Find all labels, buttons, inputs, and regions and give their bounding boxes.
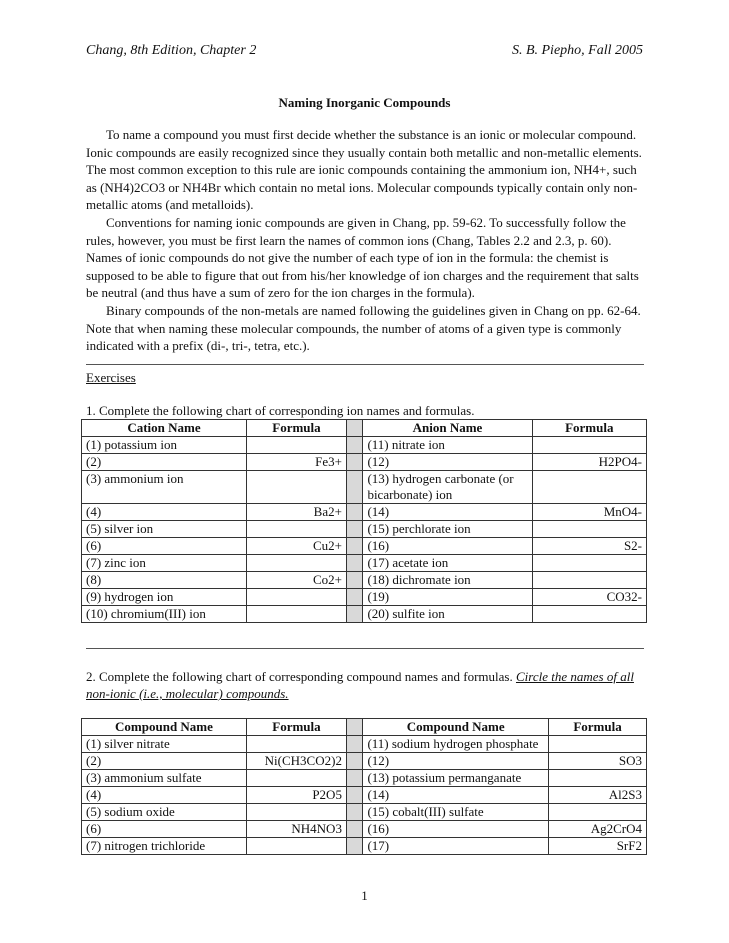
paragraph-1: To name a compound you must first decide whether the substance is an ionic or molecular compound. Ionic compounds are easily recognized since they usually contain both metallic and non-metallic elements. The most common exception to this rule are ionic compounds containing the ammonium ion, NH4+, such as (NH4)2CO3 or NH4Br which contain no metal ions. Molecular compounds typically contain only non-metallic atoms (and metalloids). bbox=[86, 127, 642, 213]
name-cell: (17) bbox=[363, 838, 549, 855]
table-row bbox=[82, 770, 647, 787]
name-cell: (19) bbox=[363, 589, 532, 606]
table-row bbox=[82, 538, 647, 555]
name-cell: (5) sodium oxide bbox=[82, 804, 247, 821]
formula-cell: CO32- bbox=[532, 589, 646, 606]
name-cell: (5) silver ion bbox=[82, 521, 247, 538]
formula-cell: Al2S3 bbox=[549, 787, 647, 804]
name-cell: (6) bbox=[82, 821, 247, 838]
formula-cell[interactable] bbox=[246, 838, 346, 855]
gap-cell bbox=[346, 804, 362, 821]
formula-cell: NH4NO3 bbox=[246, 821, 346, 838]
paragraph-2: Conventions for naming ionic compounds are given in Chang, pp. 59-62. To successfully follow the rules, however, you must be first learn the names of common ions (Chang, Tables 2.2 and 2.3, p. 60). Names of ionic compounds do not give the number of each type of ion in the formula: the chemist is supposed to be able to figure that out from his/her knowledge of ion charges and the requirement that salts be neutral (and thus have a sum of zero for the ion charges in the formula). bbox=[86, 214, 639, 301]
formula-cell[interactable] bbox=[246, 471, 346, 504]
formula-cell[interactable] bbox=[246, 736, 346, 753]
formula-cell[interactable] bbox=[246, 437, 346, 454]
name-cell: (9) hydrogen ion bbox=[82, 589, 247, 606]
formula-cell[interactable] bbox=[532, 437, 646, 454]
column-header: Formula bbox=[246, 420, 346, 437]
exercises-heading: Exercises bbox=[86, 370, 136, 385]
header-right: S. B. Piepho, Fall 2005 bbox=[511, 43, 643, 58]
column-header: Formula bbox=[246, 719, 346, 736]
gap-cell bbox=[346, 787, 362, 804]
gap-cell bbox=[346, 589, 362, 606]
formula-cell: MnO4- bbox=[532, 504, 646, 521]
name-cell: (13) hydrogen carbonate (or bicarbonate) ion bbox=[363, 471, 532, 504]
gap-cell bbox=[346, 437, 362, 454]
name-cell: (7) nitrogen trichloride bbox=[82, 838, 247, 855]
question-2-instruction: Circle the names of all non-ionic (i.e., molecular) compounds. bbox=[86, 669, 634, 701]
formula-cell: Cu2+ bbox=[246, 538, 346, 555]
name-cell: (18) dichromate ion bbox=[363, 572, 532, 589]
gap-cell bbox=[346, 538, 362, 555]
table-row bbox=[82, 572, 647, 589]
name-cell: (17) acetate ion bbox=[363, 555, 532, 572]
gap-cell bbox=[346, 719, 362, 736]
formula-cell[interactable] bbox=[246, 804, 346, 821]
column-header: Formula bbox=[549, 719, 647, 736]
formula-cell: S2- bbox=[532, 538, 646, 555]
column-header: Anion Name bbox=[363, 420, 532, 437]
formula-cell[interactable] bbox=[549, 770, 647, 787]
table-row bbox=[82, 838, 647, 855]
table-row bbox=[82, 504, 647, 521]
formula-cell[interactable] bbox=[532, 555, 646, 572]
name-cell: (8) bbox=[82, 572, 247, 589]
page-number: 1 bbox=[361, 888, 368, 903]
table-header-row bbox=[82, 420, 647, 437]
gap-cell bbox=[346, 606, 362, 623]
formula-cell: SO3 bbox=[549, 753, 647, 770]
gap-cell bbox=[346, 420, 362, 437]
table-row bbox=[82, 471, 647, 504]
name-cell: (2) bbox=[82, 753, 247, 770]
compound-table bbox=[81, 718, 647, 855]
name-cell: (11) nitrate ion bbox=[363, 437, 532, 454]
name-cell: (12) bbox=[363, 454, 532, 471]
name-cell: (15) cobalt(III) sulfate bbox=[363, 804, 549, 821]
table-row bbox=[82, 736, 647, 753]
name-cell: (16) bbox=[363, 538, 532, 555]
question-2 bbox=[86, 668, 646, 702]
gap-cell bbox=[346, 838, 362, 855]
table-header-row bbox=[82, 719, 647, 736]
formula-cell[interactable] bbox=[532, 521, 646, 538]
formula-cell: SrF2 bbox=[549, 838, 647, 855]
divider-1 bbox=[86, 364, 644, 365]
column-header: Compound Name bbox=[82, 719, 247, 736]
name-cell: (20) sulfite ion bbox=[363, 606, 532, 623]
name-cell: (11) sodium hydrogen phosphate bbox=[363, 736, 549, 753]
name-cell: (1) potassium ion bbox=[82, 437, 247, 454]
divider-2 bbox=[86, 648, 644, 649]
name-cell: (14) bbox=[363, 504, 532, 521]
name-cell: (3) ammonium ion bbox=[82, 471, 247, 504]
column-header: Compound Name bbox=[363, 719, 549, 736]
column-header: Formula bbox=[532, 420, 646, 437]
table-row bbox=[82, 787, 647, 804]
formula-cell[interactable] bbox=[246, 555, 346, 572]
formula-cell: H2PO4- bbox=[532, 454, 646, 471]
name-cell: (3) ammonium sulfate bbox=[82, 770, 247, 787]
table-row bbox=[82, 753, 647, 770]
question-2-text: 2. Complete the following chart of corresponding compound names and formulas. bbox=[86, 669, 513, 684]
table-row bbox=[82, 589, 647, 606]
gap-cell bbox=[346, 770, 362, 787]
formula-cell: P2O5 bbox=[246, 787, 346, 804]
gap-cell bbox=[346, 753, 362, 770]
gap-cell bbox=[346, 454, 362, 471]
document-title: Naming Inorganic Compounds bbox=[278, 95, 451, 110]
name-cell: (14) bbox=[363, 787, 549, 804]
name-cell: (13) potassium permanganate bbox=[363, 770, 549, 787]
paragraph-3: Binary compounds of the non-metals are named following the guidelines given in Chang on pp. 62-64. Note that when naming these molecular compounds, the number of atoms of a given type is commonly indicated with a prefix (di-, tri-, tetra, etc.). bbox=[86, 302, 641, 354]
column-header: Cation Name bbox=[82, 420, 247, 437]
table-row bbox=[82, 606, 647, 623]
name-cell: (16) bbox=[363, 821, 549, 838]
formula-cell[interactable] bbox=[246, 606, 346, 623]
name-cell: (1) silver nitrate bbox=[82, 736, 247, 753]
formula-cell: Ag2CrO4 bbox=[549, 821, 647, 838]
table-row bbox=[82, 437, 647, 454]
table-row bbox=[82, 821, 647, 838]
gap-cell bbox=[346, 821, 362, 838]
formula-cell[interactable] bbox=[549, 804, 647, 821]
gap-cell bbox=[346, 555, 362, 572]
formula-cell: Ba2+ bbox=[246, 504, 346, 521]
name-cell: (7) zinc ion bbox=[82, 555, 247, 572]
name-cell: (2) bbox=[82, 454, 247, 471]
ion-table bbox=[81, 419, 647, 623]
header-left: Chang, 8th Edition, Chapter 2 bbox=[86, 43, 257, 58]
gap-cell bbox=[346, 521, 362, 538]
table-row bbox=[82, 804, 647, 821]
name-cell: (4) bbox=[82, 504, 247, 521]
name-cell: (4) bbox=[82, 787, 247, 804]
gap-cell bbox=[346, 572, 362, 589]
intro-text bbox=[86, 126, 644, 355]
formula-cell[interactable] bbox=[532, 471, 646, 504]
formula-cell: Ni(CH3CO2)2 bbox=[246, 753, 346, 770]
formula-cell: Co2+ bbox=[246, 572, 346, 589]
question-1: 1. Complete the following chart of corresponding ion names and formulas. bbox=[86, 403, 475, 418]
formula-cell[interactable] bbox=[246, 521, 346, 538]
gap-cell bbox=[346, 471, 362, 504]
name-cell: (12) bbox=[363, 753, 549, 770]
formula-cell[interactable] bbox=[549, 736, 647, 753]
formula-cell: Fe3+ bbox=[246, 454, 346, 471]
formula-cell[interactable] bbox=[246, 589, 346, 606]
table-row bbox=[82, 521, 647, 538]
formula-cell[interactable] bbox=[532, 606, 646, 623]
formula-cell[interactable] bbox=[532, 572, 646, 589]
name-cell: (6) bbox=[82, 538, 247, 555]
formula-cell[interactable] bbox=[246, 770, 346, 787]
gap-cell bbox=[346, 504, 362, 521]
name-cell: (15) perchlorate ion bbox=[363, 521, 532, 538]
gap-cell bbox=[346, 736, 362, 753]
name-cell: (10) chromium(III) ion bbox=[82, 606, 247, 623]
table-row bbox=[82, 555, 647, 572]
table-row bbox=[82, 454, 647, 471]
